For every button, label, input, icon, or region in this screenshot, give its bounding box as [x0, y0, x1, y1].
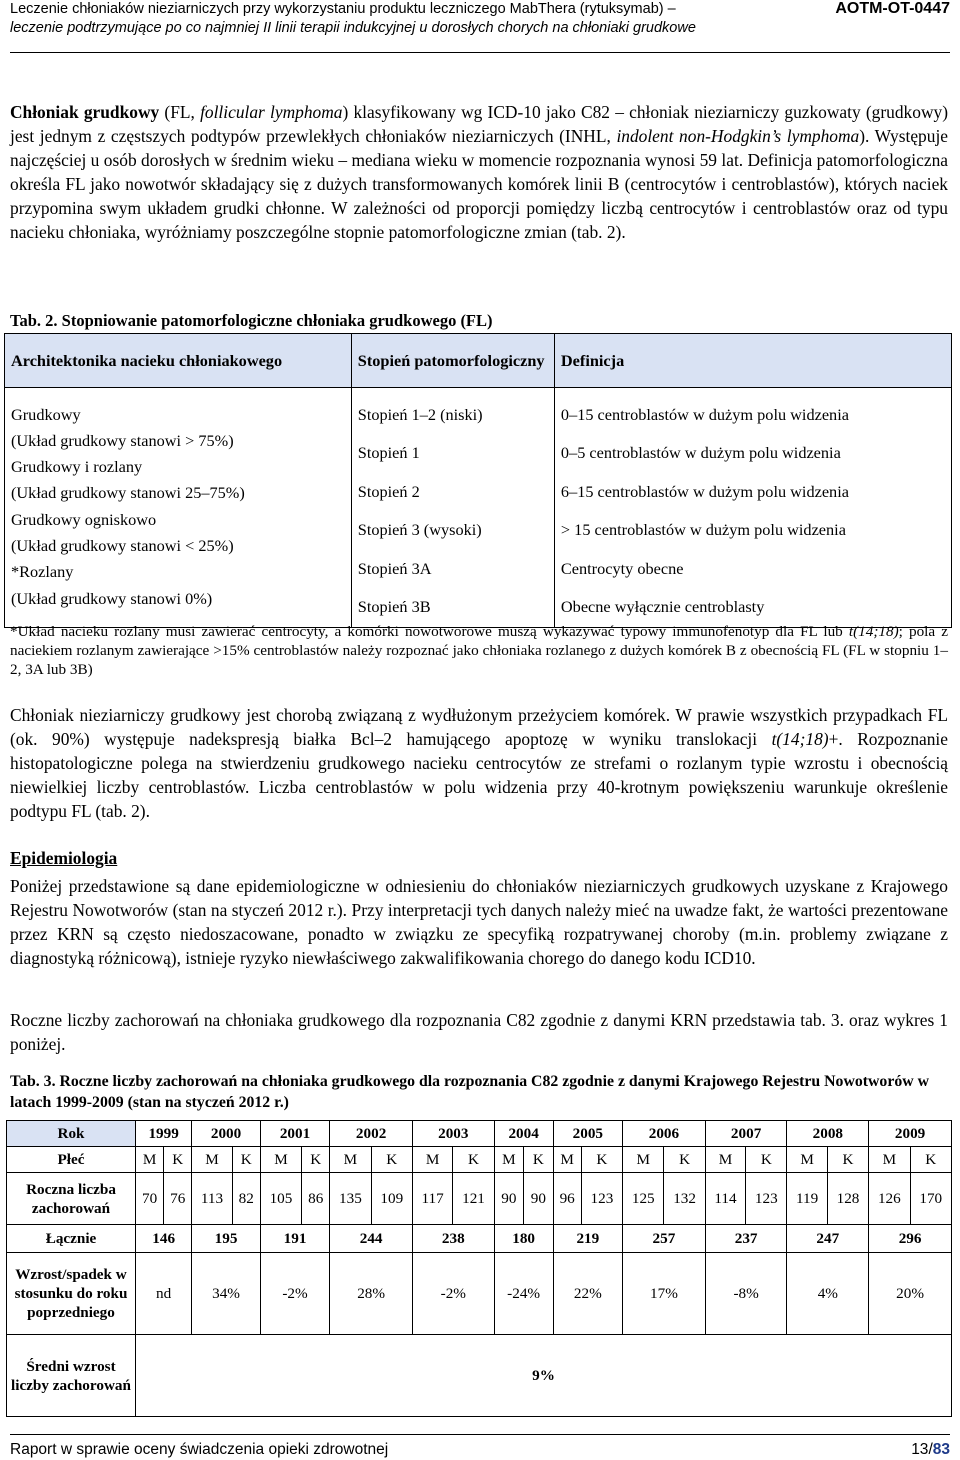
footnote-text-b: ; pola z naciekiem rozlanym zawierające >15% centroblastów należy rozpoznać jako chłoniaka rozlanego z dużych komórek B z obecnością FL (FL w stopniu 1–2, 3A lub 3B)	[10, 623, 948, 678]
definition-item: Centrocyty obecne	[560, 558, 684, 578]
total-cell: 296	[869, 1225, 952, 1253]
total-cell: 244	[330, 1225, 413, 1253]
cases-cell: 128	[827, 1173, 868, 1225]
arch-line: Grudkowy ogniskowo	[11, 509, 157, 529]
intro-text1: ) klasyfikowany wg ICD-10 jako C82 – chłoniak nieziarniczy guzkowaty (grudkowy) jest jednym z częstszych podtypów przewlekłych chłoniaków nieziarniczych (INHL,	[10, 102, 948, 146]
sex-cell: K	[232, 1147, 260, 1173]
cases-cell: 125	[623, 1173, 664, 1225]
total-cell: 237	[705, 1225, 787, 1253]
total-cell: 247	[787, 1225, 869, 1253]
cases-cell: 132	[664, 1173, 705, 1225]
change-cell: nd	[136, 1253, 192, 1335]
epidemiology-paragraph-2: Roczne liczby zachorowań na chłoniaka grudkowego dla rozpoznania C82 zgodnie z danymi KRN przedstawia tab. 3. oraz wykres 1 poniżej.	[10, 1010, 948, 1054]
sex-cell: M	[136, 1147, 164, 1173]
epidemiology-heading: Epidemiologia	[10, 848, 118, 868]
year-cell: 2001	[260, 1121, 329, 1147]
grade-item: Stopień 1	[357, 443, 420, 463]
row-label-change: Wzrost/spadek w stosunku do roku poprzedniego	[7, 1253, 136, 1335]
cases-cell: 123	[581, 1173, 622, 1225]
table-row	[7, 1253, 952, 1335]
cases-cell: 121	[453, 1173, 494, 1225]
sex-cell: K	[524, 1147, 553, 1173]
tab2-footnote	[10, 622, 948, 679]
sex-cell: K	[581, 1147, 622, 1173]
total-cell: 195	[192, 1225, 261, 1253]
cases-cell: 70	[136, 1173, 164, 1225]
header-title-line1: Leczenie chłoniaków nieziarniczych przy wykorzystaniu produktu leczniczego MabThera (rytuksymab) –	[10, 1, 676, 17]
year-cell: 2005	[553, 1121, 622, 1147]
sex-cell: M	[869, 1147, 910, 1173]
cases-cell: 113	[192, 1173, 232, 1225]
change-cell: -8%	[705, 1253, 787, 1335]
grade-item: Stopień 3 (wysoki)	[357, 520, 482, 540]
tab2-grade-cell	[351, 396, 554, 628]
cases-cell: 76	[164, 1173, 192, 1225]
sex-cell: K	[164, 1147, 192, 1173]
intro-latin2: indolent non-Hodgkin’s lymphoma	[616, 126, 860, 146]
pathology-translocation: t(14;18)	[771, 729, 829, 749]
cases-cell: 90	[494, 1173, 523, 1225]
cases-cell: 109	[371, 1173, 412, 1225]
row-label-total: Łącznie	[7, 1225, 136, 1253]
total-cell: 238	[412, 1225, 494, 1253]
sex-cell: K	[827, 1147, 868, 1173]
arch-line: (Układ grudkowy stanowi < 25%)	[11, 535, 234, 555]
total-cell: 219	[553, 1225, 622, 1253]
definition-item: 0–15 centroblastów w dużym polu widzenia	[560, 404, 849, 424]
sex-cell: M	[787, 1147, 827, 1173]
intro-term: Chłoniak grudkowy	[10, 102, 160, 122]
definition-item: > 15 centroblastów w dużym polu widzenia	[560, 520, 846, 540]
definition-item: Obecne wyłącznie centroblasty	[560, 597, 765, 617]
year-cell: 2003	[412, 1121, 494, 1147]
row-label-cases: Roczna liczba zachorowań	[7, 1173, 136, 1225]
intro-abbr: (FL,	[159, 102, 201, 122]
row-label-sex: Płeć	[7, 1147, 136, 1173]
intro-latin: follicular lymphoma	[200, 102, 343, 122]
footnote-text-a: *Układ nacieku rozlany musi zawierać centrocyty, a komórki nowotworowe muszą wykazywać typowy immunofenotyp dla FL lub	[10, 623, 849, 640]
cases-cell: 117	[412, 1173, 452, 1225]
page-separator: /	[928, 1441, 933, 1458]
year-cell: 2002	[330, 1121, 413, 1147]
sex-cell: M	[412, 1147, 452, 1173]
cases-cell: 86	[302, 1173, 330, 1225]
sex-cell: K	[910, 1147, 951, 1173]
footer-report-title: Raport w sprawie oceny świadczenia opieki zdrowotnej	[10, 1441, 389, 1458]
pathology-text-b: +. Rozpoznanie histopatologiczne polega na stwierdzeniu grudkowego nacieku centrocytów ze strefami o rozlanym typie wzrostu i obecnością niewielkiej liczby centroblastów. Liczba centroblastów w polu widzenia przy 40-krotnym powiększeniu warunkuje określenie podtypu FL (tab. 2).	[10, 729, 948, 821]
cases-cell: 96	[553, 1173, 581, 1225]
sex-cell: K	[746, 1147, 787, 1173]
total-cell: 257	[623, 1225, 706, 1253]
tab2-architecture-cell	[5, 396, 352, 628]
sex-cell: K	[371, 1147, 412, 1173]
current-page: 13	[911, 1441, 929, 1458]
page-footer	[10, 1434, 950, 1459]
cases-cell: 135	[330, 1173, 371, 1225]
page-header	[10, 0, 950, 53]
grading-table	[4, 333, 952, 628]
table-row	[7, 1147, 952, 1173]
change-cell: -24%	[494, 1253, 553, 1335]
row-label-avg: Średni wzrost liczby zachorowań	[7, 1335, 136, 1417]
sex-cell: M	[553, 1147, 581, 1173]
table-row	[7, 1121, 952, 1147]
table-row	[7, 1225, 952, 1253]
arch-line: Grudkowy	[11, 404, 81, 424]
change-cell: 22%	[553, 1253, 622, 1335]
tab2-header-architecture: Architektonika nacieku chłoniakowego	[5, 334, 352, 388]
tab3-caption: Tab. 3. Roczne liczby zachorowań na chłoniaka grudkowego dla rozpoznania C82 zgodnie z danymi Krajowego Rejestru Nowotworów w latach 1999-2009 (stan na styczeń 2012 r.)	[10, 1073, 929, 1111]
sex-cell: M	[705, 1147, 745, 1173]
pathology-paragraph	[10, 703, 948, 823]
tab2-header-definition: Definicja	[554, 334, 951, 388]
cases-cell: 119	[787, 1173, 827, 1225]
pathology-text-a: Chłoniak nieziarniczy grudkowy jest chorobą związaną z wydłużonym przeżyciem komórek. W prawie wszystkich przypadkach FL (ok. 90%) występuje nadekspresją białka Bcl–2 hamującego apoptozę w wyniku translokacji	[10, 705, 948, 749]
header-title-line2: leczenie podtrzymujące po co najmniej II linii terapii indukcyjnej u dorosłych chorych na chłoniaki grudkowe	[10, 20, 696, 36]
tab2-header-grade: Stopień patomorfologiczny	[351, 334, 554, 388]
total-pages: 83	[932, 1441, 950, 1458]
sex-cell: M	[192, 1147, 232, 1173]
tab2-definition-cell	[554, 396, 951, 628]
year-cell: 2009	[869, 1121, 952, 1147]
arch-line: (Układ grudkowy stanowi 25–75%)	[11, 483, 245, 503]
row-label-year: Rok	[7, 1121, 136, 1147]
epidemiology-paragraph-1: Poniżej przedstawione są dane epidemiologiczne w odniesieniu do chłoniaków nieziarniczych grudkowych uzyskane z Krajowego Rejestru Nowotworów (stan na styczeń 2012 r.). Przy interpretacji tych danych należy mieć na uwadze fakt, że wartości prezentowane przez KRN są często niedoszacowane, ponadto w związku ze specyfiką rozpatrywanej choroby (m.in. problemy związane z diagnostyką różnicową), istnieje ryzyko niewłaściwego zakwalifikowania chorego do danego kodu ICD10.	[10, 876, 948, 968]
arch-line: *Rozlany	[11, 562, 74, 582]
cases-cell: 126	[869, 1173, 910, 1225]
incidence-table	[6, 1120, 952, 1417]
grade-item: Stopień 3B	[357, 597, 431, 617]
year-cell: 2004	[494, 1121, 553, 1147]
document-code: AOTM-OT-0447	[835, 0, 950, 17]
definition-item: 0–5 centroblastów w dużym polu widzenia	[560, 443, 841, 463]
total-cell: 180	[494, 1225, 553, 1253]
table-row	[7, 1173, 952, 1225]
year-cell: 2007	[705, 1121, 787, 1147]
change-cell: 17%	[623, 1253, 706, 1335]
footnote-translocation: t(14;18)	[848, 623, 899, 640]
sex-cell: M	[623, 1147, 664, 1173]
year-cell: 2008	[787, 1121, 869, 1147]
definition-item: 6–15 centroblastów w dużym polu widzenia	[560, 481, 849, 501]
tab2-caption: Tab. 2. Stopniowanie patomorfologiczne chłoniaka grudkowego (FL)	[10, 311, 493, 330]
page-number	[911, 1441, 950, 1459]
cases-cell: 105	[260, 1173, 301, 1225]
sex-cell: K	[302, 1147, 330, 1173]
cases-cell: 114	[705, 1173, 745, 1225]
cases-cell: 82	[232, 1173, 260, 1225]
change-cell: 20%	[869, 1253, 952, 1335]
cases-cell: 90	[524, 1173, 553, 1225]
change-cell: -2%	[260, 1253, 329, 1335]
intro-paragraph	[10, 100, 948, 244]
year-cell: 2006	[623, 1121, 706, 1147]
table-row	[7, 1335, 952, 1417]
grade-item: Stopień 2	[357, 481, 420, 501]
grade-item: Stopień 1–2 (niski)	[357, 404, 483, 424]
change-cell: 4%	[787, 1253, 869, 1335]
arch-line: (Układ grudkowy stanowi > 75%)	[11, 430, 234, 450]
arch-line: (Układ grudkowy stanowi 0%)	[11, 588, 213, 608]
sex-cell: K	[664, 1147, 705, 1173]
sex-cell: M	[494, 1147, 523, 1173]
sex-cell: K	[453, 1147, 494, 1173]
total-cell: 146	[136, 1225, 192, 1253]
sex-cell: M	[330, 1147, 371, 1173]
change-cell: 34%	[192, 1253, 261, 1335]
year-cell: 2000	[192, 1121, 261, 1147]
change-cell: 28%	[330, 1253, 413, 1335]
grade-item: Stopień 3A	[357, 558, 432, 578]
year-cell: 1999	[136, 1121, 192, 1147]
intro-text2: ). Występuje najczęściej u osób dorosłych w średnim wieku – mediana wieku w momencie rozpoznania wynosi 59 lat. Definicja patomorfologiczna określa FL jako nowotwór składający się z dużych transformowanych komórek linii B (centrocytów i centroblastów), których naciek przypomina swym układem grudki chłonne. W zależności od proporcji pomiędzy liczbą centrocytów i centroblastów oraz od typu nacieku chłoniaka, wyróżniamy poszczególne stopnie patomorfologiczne zmian (tab. 2).	[10, 126, 948, 242]
change-cell: -2%	[412, 1253, 494, 1335]
cases-cell: 123	[746, 1173, 787, 1225]
arch-line: Grudkowy i rozlany	[11, 457, 143, 477]
total-cell: 191	[260, 1225, 329, 1253]
cases-cell: 170	[910, 1173, 951, 1225]
sex-cell: M	[260, 1147, 301, 1173]
avg-growth-cell: 9%	[136, 1335, 952, 1417]
